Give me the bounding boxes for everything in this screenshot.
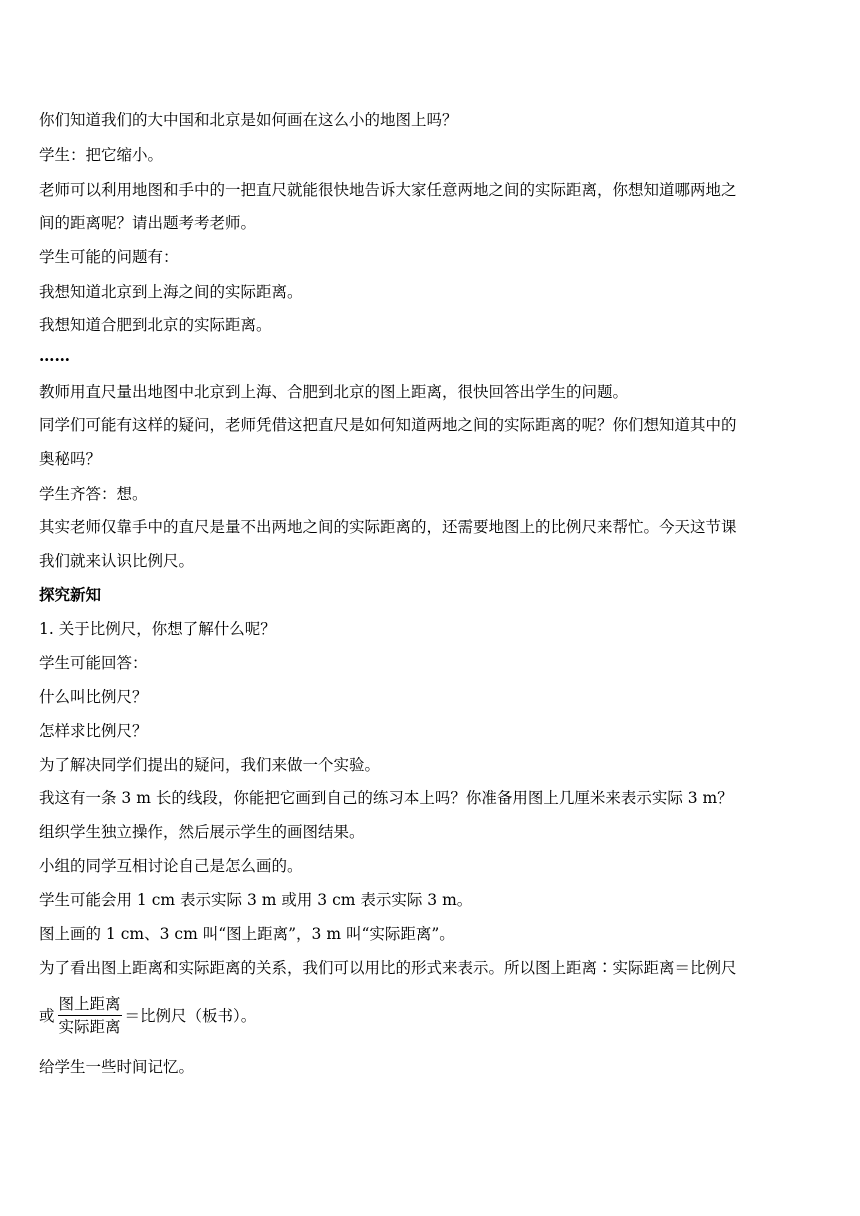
text-line: 其实老师仅靠手中的直尺是量不出两地之间的实际距离的，还需要地图上的比例尺来帮忙。今天这节课 [39,518,737,536]
text-line: 1. 关于比例尺，你想了解什么呢？ [39,620,276,638]
text-line: 我这有一条 3 m 长的线段，你能把它画到自己的练习本上吗？你准备用图上几厘米来表示实际 3 m？ [39,789,733,807]
text-line: 我们就来认识比例尺。 [39,552,195,570]
text-line: 间的距离呢？请出题考考老师。 [39,214,257,232]
text-line: 图上画的 1 cm、3 cm 叫“图上距离”，3 m 叫“实际距离”。 [39,925,455,943]
formula-prefix: 或 [39,1006,55,1025]
fraction [58,994,122,1037]
text-line: 为了解决同学们提出的疑问，我们来做一个实验。 [39,756,381,774]
text-line: 小组的同学互相讨论自己是怎么画的。 [39,857,303,875]
text-line: 奥秘吗？ [39,450,102,468]
text-line: 组织学生独立操作，然后展示学生的画图结果。 [39,823,365,841]
text-line: 你们知道我们的大中国和北京是如何画在这么小的地图上吗？ [39,111,458,129]
text-line: 为了看出图上距离和实际距离的关系，我们可以用比的形式来表示。所以图上距离∶实际距离＝比例尺 [39,959,737,977]
fraction-bar [58,1015,122,1016]
formula-suffix: ＝比例尺（板书）。 [124,1006,257,1025]
section-heading: 探究新知 [39,585,102,604]
formula-line [39,994,829,1037]
text-line: 教师用直尺量出地图中北京到上海、合肥到北京的图上距离，很快回答出学生的问题。 [39,383,629,401]
text-line: 同学们可能有这样的疑问，老师凭借这把直尺是如何知道两地之间的实际距离的呢？你们想知道其中的 [39,416,737,434]
text-line: 学生可能回答： [39,654,148,672]
text-line: 学生齐答：想。 [39,485,148,503]
text-line: 我想知道合肥到北京的实际距离。 [39,316,272,334]
ellipsis: …… [39,346,70,365]
text-line: 给学生一些时间记忆。 [39,1058,195,1076]
text-line: 怎样求比例尺？ [39,722,148,740]
text-line: 我想知道北京到上海之间的实际距离。 [39,283,303,301]
fraction-numerator: 图上距离 [58,995,121,1013]
text-line: 学生可能会用 1 cm 表示实际 3 m 或用 3 cm 表示实际 3 m。 [39,891,473,909]
text-line: 老师可以利用地图和手中的一把直尺就能很快地告诉大家任意两地之间的实际距离，你想知道哪两地之 [39,181,737,199]
fraction-denominator: 实际距离 [58,1018,121,1036]
text-line: 学生可能的问题有： [39,248,179,266]
text-line: 什么叫比例尺？ [39,688,148,706]
text-line: 学生：把它缩小。 [39,146,164,164]
